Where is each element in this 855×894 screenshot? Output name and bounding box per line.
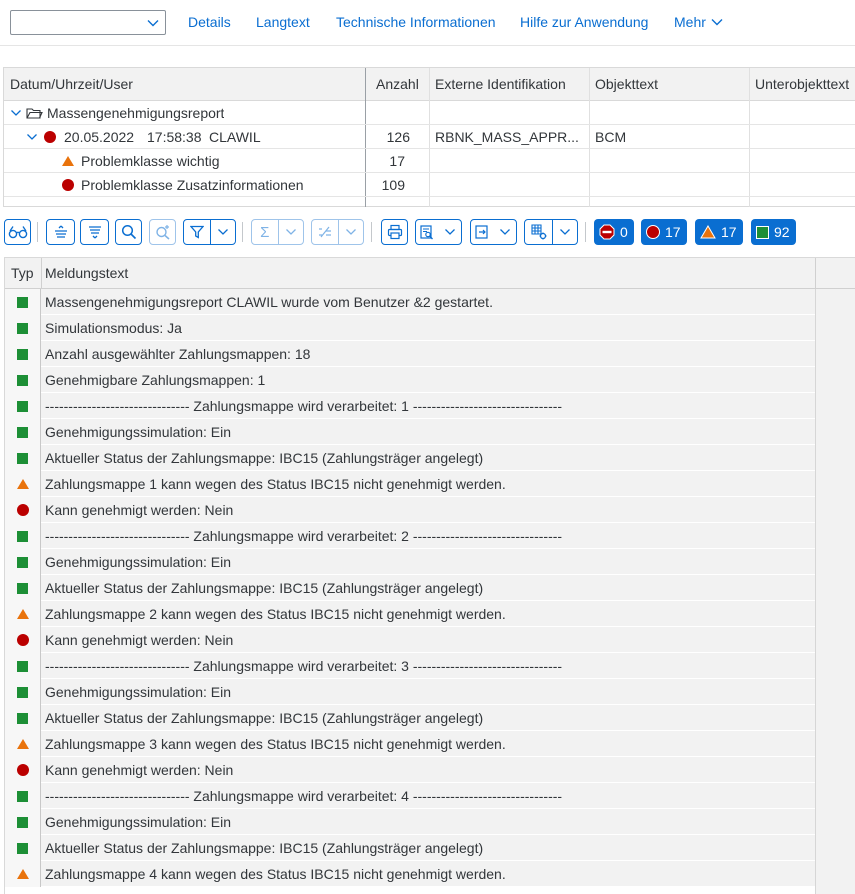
info-square-icon — [17, 375, 28, 386]
message-row[interactable] — [5, 861, 815, 887]
message-type-cell — [5, 497, 41, 523]
details-link[interactable]: Details — [188, 14, 231, 30]
message-type-cell — [5, 653, 41, 679]
error-count: 17 — [665, 224, 681, 240]
print-preview-icon — [416, 220, 438, 244]
message-row[interactable] — [5, 601, 815, 627]
log-tree-table — [3, 67, 855, 207]
chevron-down-icon[interactable] — [26, 125, 38, 149]
info-square-icon — [17, 323, 28, 334]
message-row[interactable] — [5, 705, 815, 731]
error-dot-icon — [17, 504, 29, 516]
info-square-icon — [17, 297, 28, 308]
message-text: Aktueller Status der Zahlungsmappe: IBC15 (Zahlungsträger angelegt) — [45, 450, 484, 466]
info-count: 92 — [774, 224, 790, 240]
class-count: 109 — [381, 177, 405, 193]
error-dot-icon — [62, 173, 74, 197]
stop-count: 0 — [620, 224, 628, 240]
message-text: Genehmigbare Zahlungsmappen: 1 — [45, 372, 266, 388]
error-dot-icon — [17, 764, 29, 776]
message-row[interactable] — [5, 627, 815, 653]
info-square-icon — [17, 453, 28, 464]
empty-column-area — [815, 289, 855, 894]
message-type-cell — [5, 575, 41, 601]
subtotal-menu-button[interactable] — [311, 219, 364, 245]
layout-settings-icon — [525, 220, 552, 244]
message-row[interactable] — [5, 315, 815, 341]
message-type-cell — [5, 393, 41, 419]
message-text: ------------------------------- Zahlungsmappe wird verarbeitet: 1 -------------------------------- — [45, 398, 563, 414]
toolbar-divider — [585, 222, 586, 242]
message-text: Aktueller Status der Zahlungsmappe: IBC15 (Zahlungsträger angelegt) — [45, 840, 484, 856]
sum-icon: Σ — [260, 223, 270, 241]
message-text: ------------------------------- Zahlungsmappe wird verarbeitet: 2 -------------------------------- — [45, 528, 563, 544]
info-square-icon — [17, 427, 28, 438]
error-filter-button[interactable] — [641, 219, 687, 245]
message-row[interactable] — [5, 367, 815, 393]
message-row[interactable] — [5, 341, 815, 367]
message-type-cell — [5, 627, 41, 653]
langtext-link[interactable]: Langtext — [256, 14, 310, 30]
message-type-cell — [5, 835, 41, 861]
message-text: Genehmigungssimulation: Ein — [45, 554, 231, 570]
view-menu-button[interactable] — [415, 219, 462, 245]
run-time: 17:58:38 — [147, 129, 202, 145]
chevron-down-icon — [710, 15, 724, 29]
info-filter-button[interactable] — [751, 219, 796, 245]
col-external-id[interactable]: Externe Identifikation — [435, 76, 566, 92]
message-row[interactable] — [5, 757, 815, 783]
search-button[interactable] — [115, 219, 142, 245]
filter-icon — [184, 220, 210, 244]
message-row[interactable] — [5, 549, 815, 575]
message-type-cell — [5, 341, 41, 367]
class-label: Problemklasse Zusatzinformationen — [81, 177, 304, 193]
message-type-cell — [5, 523, 41, 549]
tree-row-root[interactable] — [4, 101, 855, 125]
chevron-down-icon — [146, 16, 160, 30]
run-date: 20.05.2022 — [64, 129, 135, 145]
message-text: ------------------------------- Zahlungsmappe wird verarbeitet: 3 -------------------------------- — [45, 658, 563, 674]
stop-filter-button[interactable] — [594, 219, 634, 245]
search-next-icon — [155, 224, 171, 240]
chevron-down-icon[interactable] — [10, 101, 22, 125]
warning-triangle-icon — [17, 739, 29, 749]
message-row[interactable] — [5, 809, 815, 835]
message-text: Kann genehmigt werden: Nein — [45, 762, 234, 778]
info-square-icon — [17, 687, 28, 698]
message-type-cell — [5, 679, 41, 705]
message-type-cell — [5, 809, 41, 835]
message-type-cell — [5, 731, 41, 757]
sort-descending-icon — [87, 225, 103, 239]
root-label: Massengenehmigungsreport — [47, 105, 225, 121]
export-menu-button[interactable] — [470, 219, 517, 245]
message-row[interactable] — [5, 445, 815, 471]
run-count: 126 — [386, 129, 410, 145]
message-text: Genehmigungssimulation: Ein — [45, 814, 231, 830]
message-text: Simulationsmodus: Ja — [45, 320, 182, 336]
chevron-down-icon — [278, 220, 303, 244]
search-next-button[interactable] — [149, 219, 176, 245]
info-square-icon — [756, 226, 769, 239]
error-dot-icon — [17, 634, 29, 646]
warning-triangle-icon — [17, 609, 29, 619]
chevron-down-icon — [553, 220, 577, 244]
warning-triangle-icon — [62, 149, 74, 173]
message-row[interactable] — [5, 523, 815, 549]
message-text: Kann genehmigt werden: Nein — [45, 632, 234, 648]
message-text: Genehmigungssimulation: Ein — [45, 424, 231, 440]
info-square-icon — [17, 817, 28, 828]
message-text: Zahlungsmappe 3 kann wegen des Status IBC15 nicht genehmigt werden. — [45, 736, 506, 752]
message-row[interactable] — [5, 783, 815, 809]
message-type-cell — [5, 757, 41, 783]
filter-menu-button[interactable] — [183, 219, 236, 245]
details-button[interactable] — [4, 219, 31, 245]
toolbar-divider — [242, 222, 243, 242]
view-select[interactable] — [10, 10, 166, 35]
subtotal-icon — [312, 220, 338, 244]
class-count: 17 — [389, 153, 405, 169]
message-row[interactable] — [5, 393, 815, 419]
message-toolbar — [0, 214, 855, 250]
toolbar-divider — [371, 222, 372, 242]
toolbar-divider — [37, 222, 38, 242]
warning-triangle-icon — [17, 869, 29, 879]
message-type-cell — [5, 705, 41, 731]
stop-sign-icon — [599, 224, 615, 240]
class-label: Problemklasse wichtig — [81, 153, 220, 169]
error-dot-icon — [646, 225, 660, 239]
chevron-down-icon — [338, 220, 363, 244]
printer-icon — [387, 224, 403, 240]
warning-triangle-icon — [17, 479, 29, 489]
col-subobject-text[interactable]: Unterobjekttext — [755, 76, 850, 92]
info-square-icon — [17, 583, 28, 594]
message-text: Massengenehmigungsreport CLAWIL wurde vom Benutzer &2 gestartet. — [45, 294, 493, 310]
info-square-icon — [17, 531, 28, 542]
message-type-cell — [5, 783, 41, 809]
layout-menu-button[interactable] — [524, 219, 578, 245]
search-icon — [121, 224, 137, 240]
message-text: ------------------------------- Zahlungsmappe wird verarbeitet: 4 -------------------------------- — [45, 788, 563, 804]
error-dot-icon — [44, 125, 56, 149]
warning-filter-button[interactable] — [695, 219, 743, 245]
run-object-text: BCM — [595, 129, 627, 145]
sort-descending-button[interactable] — [80, 219, 109, 245]
print-button[interactable] — [381, 219, 408, 245]
message-row[interactable] — [5, 653, 815, 679]
col-type[interactable]: Typ — [11, 265, 34, 281]
message-type-cell — [5, 549, 41, 575]
tree-row-run[interactable] — [4, 125, 855, 149]
message-text: Anzahl ausgewählter Zahlungsmappen: 18 — [45, 346, 311, 362]
info-square-icon — [17, 349, 28, 360]
chevron-down-icon — [210, 220, 235, 244]
tree-row-class[interactable] — [4, 173, 855, 197]
message-type-cell — [5, 419, 41, 445]
message-row[interactable] — [5, 679, 815, 705]
message-text: Aktueller Status der Zahlungsmappe: IBC15 (Zahlungsträger angelegt) — [45, 580, 484, 596]
message-row[interactable] — [5, 419, 815, 445]
message-text: Zahlungsmappe 2 kann wegen des Status IBC15 nicht genehmigt werden. — [45, 606, 506, 622]
info-square-icon — [17, 661, 28, 672]
application-help-link[interactable]: Hilfe zur Anwendung — [520, 14, 649, 30]
message-text: Zahlungsmappe 4 kann wegen des Status IBC15 nicht genehmigt werden. — [45, 866, 506, 882]
tree-row-class[interactable] — [4, 149, 855, 173]
info-square-icon — [17, 557, 28, 568]
sort-ascending-icon — [53, 225, 69, 239]
chevron-down-icon — [493, 220, 516, 244]
col-count[interactable]: Anzahl — [376, 76, 419, 92]
technical-info-link[interactable]: Technische Informationen — [336, 14, 496, 30]
message-text: Aktueller Status der Zahlungsmappe: IBC15 (Zahlungsträger angelegt) — [45, 710, 484, 726]
message-type-cell — [5, 601, 41, 627]
folder-open-icon — [26, 101, 43, 125]
message-row[interactable] — [5, 289, 815, 315]
col-message-text[interactable]: Meldungstext — [45, 265, 129, 281]
message-rows — [5, 289, 815, 887]
chevron-down-icon — [438, 220, 461, 244]
info-square-icon — [17, 791, 28, 802]
more-label: Mehr — [674, 14, 706, 30]
column-divider — [815, 258, 816, 289]
info-square-icon — [17, 843, 28, 854]
sum-menu-button[interactable] — [251, 219, 304, 245]
warning-triangle-icon — [700, 225, 716, 239]
message-text: Genehmigungssimulation: Ein — [45, 684, 231, 700]
message-type-cell — [5, 289, 41, 315]
export-icon — [471, 220, 493, 244]
message-type-cell — [5, 367, 41, 393]
message-row[interactable] — [5, 835, 815, 861]
warning-count: 17 — [721, 224, 737, 240]
message-type-cell — [5, 861, 41, 887]
run-external-id: RBNK_MASS_APPR... — [435, 129, 579, 145]
message-type-cell — [5, 315, 41, 341]
message-text: Zahlungsmappe 1 kann wegen des Status IBC15 nicht genehmigt werden. — [45, 476, 506, 492]
glasses-icon — [8, 225, 28, 239]
message-row[interactable] — [5, 471, 815, 497]
message-type-cell — [5, 445, 41, 471]
message-header — [5, 258, 855, 289]
message-row[interactable] — [5, 497, 815, 523]
sort-ascending-button[interactable] — [46, 219, 75, 245]
message-table — [4, 257, 855, 894]
message-type-cell — [5, 471, 41, 497]
info-square-icon — [17, 401, 28, 412]
message-text: Kann genehmigt werden: Nein — [45, 502, 234, 518]
message-row[interactable] — [5, 575, 815, 601]
run-user: CLAWIL — [209, 129, 261, 145]
more-menu-button[interactable] — [674, 14, 724, 30]
message-row[interactable] — [5, 731, 815, 757]
top-toolbar — [0, 0, 855, 46]
info-square-icon — [17, 713, 28, 724]
col-datetime-user[interactable]: Datum/Uhrzeit/User — [10, 76, 133, 92]
col-object-text[interactable]: Objekttext — [595, 76, 659, 92]
